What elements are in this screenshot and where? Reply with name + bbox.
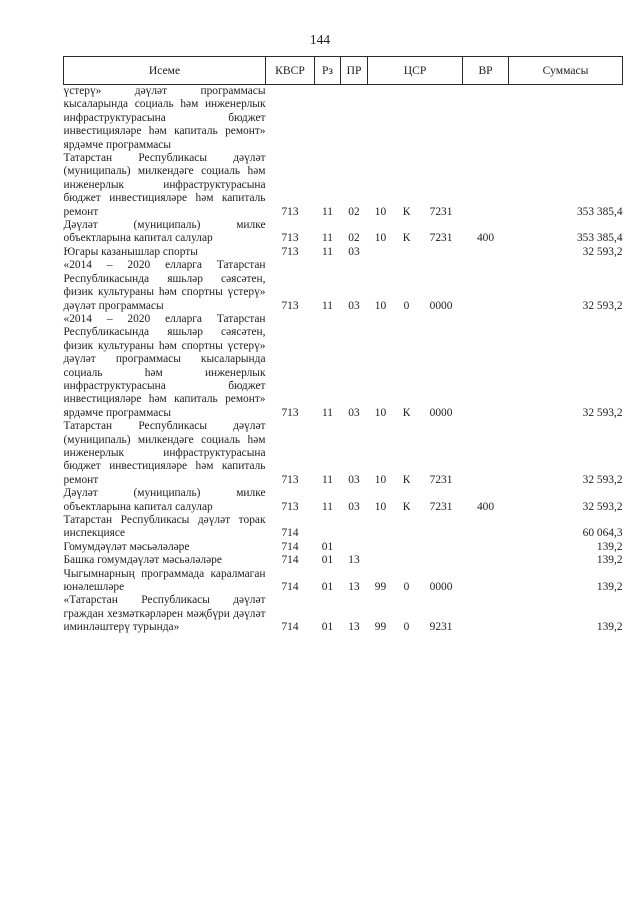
cell-pr: 03 (348, 245, 360, 258)
cell-name (64, 85, 266, 153)
cell-rz: 11 (322, 473, 333, 486)
table-row (64, 487, 623, 514)
cell-csr-direction: 7231 (429, 473, 453, 486)
row-name-text: «2014 – 2020 елларга Татарстан Республикасында яшьләр сәясәтен, физик культураны һәм спортны үстерү» дәүләт программасы (63, 259, 266, 312)
cell-rz: 11 (322, 500, 333, 513)
budget-table (63, 56, 623, 635)
cell-csr-subprogram (394, 246, 420, 259)
row-name-text: Татарстан Республикасы дәүләт (муниципаль) милкендәге социаль һәм инженерлык инфраструктурасына бюджет инвестицияләре һәм капиталь ремонт (63, 152, 266, 218)
cell-csr-program: 10 (374, 406, 387, 419)
cell-csr-direction: 0000 (429, 581, 453, 594)
cell-name (64, 313, 266, 420)
row-name-text: Татарстан Республикасы дәүләт торак инспекциясе (63, 514, 266, 540)
cell-csr-program: 99 (374, 581, 387, 594)
cell-csr-subprogram: К (402, 500, 411, 513)
row-name-text: Башка гомумдәүләт мәсьәләләре (63, 554, 222, 567)
row-name-text: «2014 – 2020 елларга Татарстан Республикасында яшьләр сәясәтен, физик культураны һәм спортны үстерү» дәүләт программасы кысаларында социаль һәм инженерлык инфраструктурасына бюджет инвестицияләре һәм капиталь ремонт» ярдәмче программасы (63, 312, 266, 419)
cell-vr (463, 568, 509, 595)
cell-sum (509, 85, 623, 153)
cell-kvsr: 713 (281, 406, 299, 419)
cell-sum: 139,2 (596, 540, 623, 553)
header-pr: ПР (341, 57, 368, 85)
table-body (64, 85, 623, 635)
cell-rz (315, 85, 341, 153)
cell-csr-program: 10 (374, 500, 387, 513)
cell-name (64, 420, 266, 487)
cell-rz: 11 (322, 205, 333, 218)
cell-csr-direction (420, 541, 463, 554)
cell-vr (463, 541, 509, 554)
table-row (64, 420, 623, 487)
cell-pr: 13 (348, 554, 360, 567)
cell-sum: 139,2 (596, 554, 623, 567)
cell-kvsr: 713 (281, 500, 299, 513)
header-name: Исеме (64, 57, 266, 85)
cell-kvsr: 713 (281, 232, 299, 245)
row-name-text: Югары казанышлар спорты (63, 245, 198, 258)
cell-csr-direction: 0000 (429, 299, 453, 312)
cell-rz: 11 (322, 406, 333, 419)
table-row (64, 219, 623, 246)
cell-rz: 01 (321, 554, 334, 567)
cell-vr (463, 514, 509, 541)
cell-csr-direction: 7231 (429, 232, 453, 245)
header-kvsr: КВСР (266, 57, 315, 85)
cell-name (64, 259, 266, 313)
cell-csr-subprogram: К (402, 406, 411, 419)
cell-sum: 32 593,2 (582, 473, 623, 486)
cell-vr (463, 85, 509, 153)
cell-vr (463, 313, 509, 420)
cell-pr: 03 (348, 406, 360, 419)
table-row (64, 152, 623, 219)
cell-rz: 11 (322, 245, 333, 258)
cell-csr-subprogram: К (402, 232, 411, 245)
header-vr: ВР (463, 57, 509, 85)
row-name-text: «Татарстан Республикасы дәүләт граждан хезмәткәрләрен мәҗбүри дәүләт иминләштерү турында» (63, 594, 266, 634)
cell-kvsr: 713 (281, 205, 299, 218)
cell-kvsr: 713 (281, 299, 299, 312)
cell-pr: 03 (348, 473, 360, 486)
cell-pr (341, 85, 368, 153)
row-name-text: Татарстан Республикасы дәүләт (муниципаль) милкендәге социаль һәм инженерлык инфраструктурасына бюджет инвестицияләре һәм капиталь ремонт (63, 420, 266, 486)
cell-csr-direction: 9231 (429, 621, 453, 634)
cell-csr-subprogram (394, 554, 420, 567)
cell-csr-program (368, 85, 394, 153)
cell-rz: 11 (322, 232, 333, 245)
cell-rz (315, 514, 341, 541)
cell-csr-subprogram (394, 541, 420, 554)
cell-sum: 60 064,3 (582, 527, 623, 540)
cell-csr-direction: 7231 (429, 205, 453, 218)
cell-csr-direction (420, 554, 463, 567)
table-row (64, 568, 623, 595)
cell-name (64, 246, 266, 259)
cell-pr (341, 541, 368, 554)
row-name-text: үстерү» дәүләт программасы кысаларында социаль һәм инженерлык инфраструктурасына бюджет инвестицияләре һәм капиталь ремонт» ярдәмче программасы (63, 85, 266, 151)
cell-sum: 353 385,4 (576, 232, 623, 245)
cell-csr-program: 99 (374, 621, 387, 634)
cell-kvsr: 714 (281, 621, 299, 634)
table-row (64, 554, 623, 567)
cell-csr-subprogram: К (402, 473, 411, 486)
header-rz: Рз (315, 57, 341, 85)
table-header-row (64, 57, 623, 85)
cell-sum: 32 593,2 (582, 245, 623, 258)
cell-csr-subprogram (394, 85, 420, 153)
cell-csr-program: 10 (374, 473, 387, 486)
cell-name (64, 594, 266, 634)
cell-sum: 353 385,4 (576, 205, 623, 218)
cell-vr (463, 420, 509, 487)
table-row (64, 259, 623, 313)
cell-kvsr: 713 (281, 473, 299, 486)
cell-csr-program: 10 (374, 205, 387, 218)
cell-pr: 03 (348, 500, 360, 513)
cell-csr-direction (420, 85, 463, 153)
table-row (64, 246, 623, 259)
cell-kvsr: 714 (281, 554, 299, 567)
cell-name (64, 514, 266, 541)
cell-vr: 400 (476, 232, 495, 245)
cell-sum: 32 593,2 (582, 406, 623, 419)
cell-name (64, 554, 266, 567)
page-number: 144 (309, 32, 331, 47)
table-row (64, 85, 623, 153)
cell-rz: 01 (321, 581, 334, 594)
cell-csr-direction (420, 514, 463, 541)
cell-vr: 400 (476, 500, 495, 513)
cell-name (64, 568, 266, 595)
cell-vr (463, 246, 509, 259)
cell-csr-subprogram: 0 (403, 299, 410, 312)
cell-csr-direction (420, 246, 463, 259)
cell-name (64, 219, 266, 246)
cell-kvsr: 714 (281, 540, 299, 553)
cell-pr (341, 514, 368, 541)
cell-sum: 139,2 (596, 621, 623, 634)
cell-kvsr: 714 (281, 581, 299, 594)
cell-vr (463, 259, 509, 313)
cell-rz: 11 (322, 299, 333, 312)
cell-csr-program (368, 246, 394, 259)
cell-sum: 32 593,2 (582, 500, 623, 513)
cell-pr: 03 (348, 299, 360, 312)
cell-kvsr: 713 (281, 245, 299, 258)
cell-csr-subprogram: 0 (403, 581, 410, 594)
table-row (64, 594, 623, 634)
cell-csr-subprogram (394, 514, 420, 541)
cell-sum: 139,2 (596, 581, 623, 594)
cell-csr-subprogram: К (402, 205, 411, 218)
cell-kvsr (266, 85, 315, 153)
cell-name (64, 541, 266, 554)
cell-rz: 01 (321, 621, 334, 634)
cell-csr-program (368, 541, 394, 554)
cell-csr-program: 10 (374, 299, 387, 312)
row-name-text: Чыгымнарның программада каралмаган юнәлешләре (63, 567, 266, 594)
row-name-text: Гомумдәүләт мәсьәләләре (63, 540, 190, 553)
header-csr: ЦСР (368, 57, 463, 85)
cell-vr (463, 594, 509, 634)
header-sum: Суммасы (509, 57, 623, 85)
cell-csr-subprogram: 0 (403, 621, 410, 634)
cell-csr-direction: 7231 (429, 500, 453, 513)
table-row (64, 541, 623, 554)
cell-vr (463, 152, 509, 219)
cell-csr-program (368, 554, 394, 567)
cell-csr-direction: 0000 (429, 406, 453, 419)
cell-csr-program: 10 (374, 232, 387, 245)
cell-pr: 02 (348, 232, 360, 245)
cell-name (64, 487, 266, 514)
cell-sum: 32 593,2 (582, 299, 623, 312)
cell-kvsr: 714 (281, 527, 299, 540)
cell-name (64, 152, 266, 219)
cell-rz: 01 (321, 540, 334, 553)
cell-pr: 13 (348, 581, 360, 594)
row-name-text: Дәүләт (муниципаль) милке объектларына капитал салулар (63, 487, 266, 513)
cell-pr: 02 (348, 205, 360, 218)
table-row (64, 313, 623, 420)
cell-csr-program (368, 514, 394, 541)
row-name-text: Дәүләт (муниципаль) милке объектларына капитал салулар (63, 219, 266, 245)
table-row (64, 514, 623, 541)
cell-vr (463, 554, 509, 567)
cell-pr: 13 (348, 621, 360, 634)
